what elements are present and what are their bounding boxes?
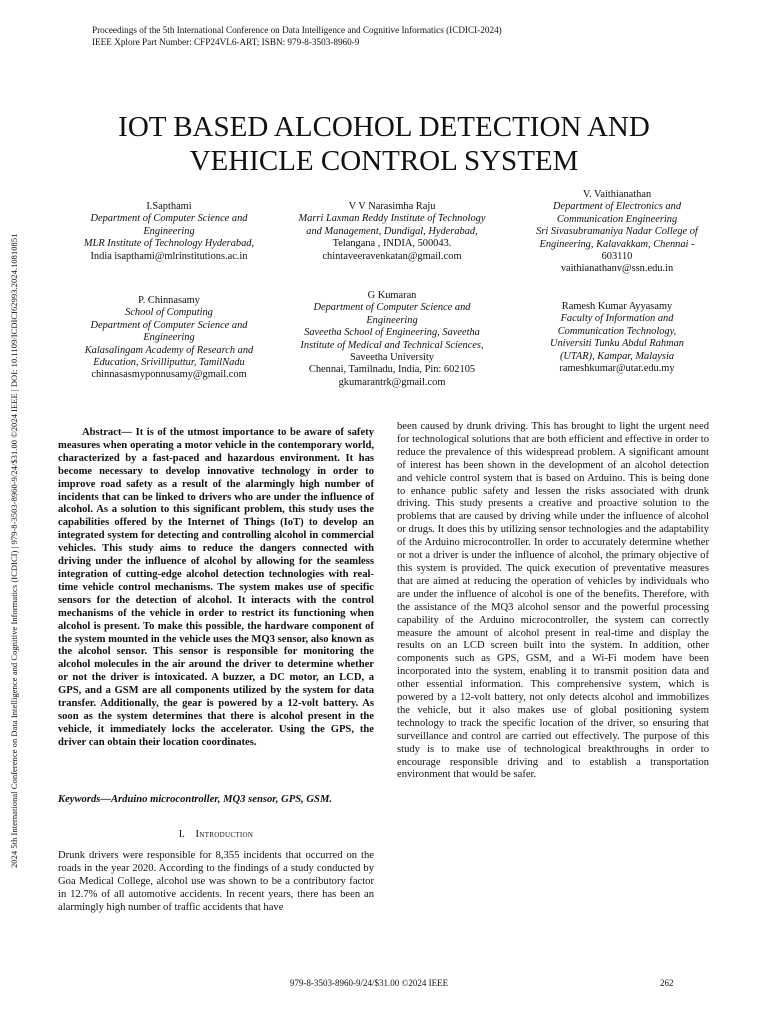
- section-heading: [58, 829, 374, 840]
- abstract: [58, 427, 374, 750]
- paper-title: [0, 110, 768, 178]
- author-5: G Kumaran Department of Computer Science and Engineering Saveetha School of Engineering, Saveetha Institute of Medical and Technical Sciences, Saveetha University Chennai, Tamilnadu, India, Pin: 602105 gkumarantrk@gmail.com: [300, 290, 484, 388]
- author-2: V V Narasimha Raju Marri Laxman Reddy Institute of Technology and Management, Dundigal, Hyderabad, Telangana , INDIA, 500043. chintaveeravenkatan@gmail.com: [298, 201, 486, 262]
- intro-right-column: [397, 421, 709, 782]
- intro-left-column: [58, 850, 374, 915]
- abstract-text: Abstract— It is of the utmost importance to be aware of safety measures when operating a motor vehicle in the contemporary world, characterized by a fast-paced and hazardous environment. It has become necessary to develop innovative technology in order to improve road safety as a result of the alarmingly high number of incidents that can be linked to drivers who are under the influence of alcohol. As a solution to this significant problem, this study uses the capabilities offered by the Internet of Things (IoT) to develop an integrated system for detecting and controlling alcohol in commercial vehicles. This study aims to reduce the dangers connected with driving under the influence of alcohol by allowing for the seamless integration of cutting-edge alcohol detection technologies with real-time vehicle control mechanisms. The system makes use of specific sensors for the detection of alcohol. It interacts with the control mechanisms of the vehicle in order to restrict its functioning when alcohol is present. To make this possible, the hardware component of the system mounted in the vehicle uses the MQ3 sensor, also known as the alcohol sensor. This sensor is responsible for monitoring the alcohol molecules in the air around the driver to determine whether or not the driver is intoxicated. A buzzer, a DC motor, an LCD, a GPS, and a GSM are all components utilized by the system for data transfer. Additionally, the gear is powered by a 12-volt battery. As soon as the system determines that there is alcohol present in the vehicle, it immediately locks the accelerator. Using the GPS, the driver can obtain their location coordinates.: [58, 427, 374, 748]
- section-number: I.: [178, 829, 185, 840]
- section-title: Introduction: [195, 829, 254, 840]
- footer-copyright: 979-8-3503-8960-9/24/$31.00 ©2024 IEEE: [290, 978, 449, 988]
- header-line-1: Proceedings of the 5th International Conference on Data Intelligence and Cognitive Informatics (ICDICI-2024): [92, 25, 502, 35]
- keywords: Keywords—Arduino microcontroller, MQ3 sensor, GPS, GSM.: [58, 794, 333, 805]
- author-1: I.Sapthami Department of Computer Science and Engineering MLR Institute of Technology Hyderabad, India isapthami@mlrinstitutions.ac.in: [83, 201, 255, 262]
- intro-paragraph-left: Drunk drivers were responsible for 8,355 incidents that occurred on the roads in the year 2020. According to the findings of a study conducted by Goa Medical College, alcohol use was shown to be a contributory factor in 12.7% of all automotive accidents. In recent years, there has been an alarmingly high number of traffic accidents that have: [58, 850, 374, 913]
- page-number: 262: [660, 978, 674, 988]
- author-4: P. Chinnasamy School of Computing Department of Computer Science and Engineering Kalasalingam Academy of Research and Education, Srivilliputtur, TamilNadu chinnasasmyponnusamy@gmail.com: [84, 295, 254, 381]
- title-line-1: IOT BASED ALCOHOL DETECTION AND: [118, 111, 650, 143]
- author-6: Ramesh Kumar Ayyasamy Faculty of Information and Communication Technology, Universiti Tunku Abdul Rahman (UTAR), Kampar, Malaysia rameshkumar@utar.edu.my: [549, 301, 685, 375]
- proceedings-header: [92, 24, 502, 48]
- intro-paragraph-right: been caused by drunk driving. This has brought to light the urgent need for technological solutions that are both efficient and effective in order to reduce the prevalence of this widespread problem. A significant amount of interest has been shown in the development of an alcohol detection and vehicle control system that is based on Arduino. This is being done to enhance public safety and lessen the risks associated with drunk driving. This study presents a creative and proactive solution to the problems that are caused by driving while under the influence of alcohol or drugs. It does this by utilizing sensor technologies and the adaptability of the Arduino microcontroller. In order to accurately determine whether or not a driver is under the influence of alcohol, the primary objective of this system is provided. The quick execution of preventative measures that are aimed at reducing the operation of vehicles by individuals who are under the influence of alcohol is one of the benefits. Therefore, with the assistance of the MQ3 alcohol sensor and the powerful processing capability of the Arduino microcontroller, the system can correctly measure the amount of alcohol present in real-time and display the results on an LCD screen built into the system. In addition, other components such as GPS, GSM, and a Wi-Fi modem have been incorporated into the system, enabling it to transmit position data and other essential information. This comprehensive system, which is powered by a 12-volt battery, not only detects alcohol and immobilizes the vehicle, but it also makes use of global positioning system technology to track the specific location of the driver, so ensuring that surveillance and control are carried out effectively. The purpose of this study is to make use of technological breakthroughs in order to encourage responsible driving and to establish a transportation environment that would be safer.: [397, 421, 709, 781]
- doi-sidebar: 2024 5th International Conference on Data Intelligence and Cognitive Informatics (ICDICI) | 979-8-3503-8960-9/24/$31.00 ©2024 IEEE | DOI: 10.1109/ICDICI62993.2024.10810851: [9, 233, 19, 868]
- title-line-2: VEHICLE CONTROL SYSTEM: [189, 145, 579, 177]
- header-line-2: IEEE Xplore Part Number: CFP24VL6-ART; ISBN: 979-8-3503-8960-9: [92, 37, 360, 47]
- author-3: V. Vaithianathan Department of Electronics and Communication Engineering Sri Sivasubramaniya Nadar College of Engineering, Kalavakkam, Chennai - 603110 vaithianathanv@ssn.edu.in: [536, 189, 698, 275]
